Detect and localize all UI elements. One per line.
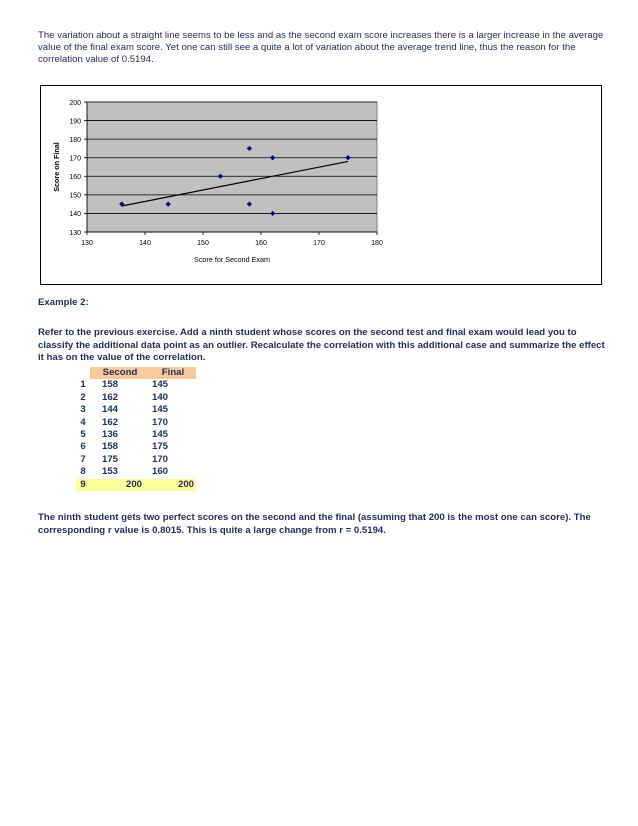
- cell-second: 162: [102, 416, 119, 428]
- example-heading: Example 2:: [38, 297, 89, 308]
- cell-second: 158: [102, 379, 119, 391]
- y-tick-label: 130: [69, 229, 81, 237]
- table-row: [76, 429, 196, 441]
- row-index: 3: [80, 404, 86, 416]
- x-tick-label: 160: [255, 240, 267, 247]
- y-tick-label: 160: [69, 174, 81, 182]
- y-tick-label: 190: [69, 118, 81, 126]
- question-paragraph: Refer to the previous exercise. Add a ninth student whose scores on the second test and final exam would lead you to classify the additional data point as an outlier. Recalculate the correlation with this additional case and summarize the effect it has on the value of the correlation.: [38, 327, 605, 364]
- scores-table: [76, 367, 196, 491]
- table-row: [76, 417, 196, 429]
- cell-second: 162: [102, 391, 119, 403]
- cell-second: 200: [90, 479, 150, 491]
- y-tick-label: 140: [69, 211, 81, 219]
- row-index: 6: [80, 441, 86, 453]
- cell-final: 145: [152, 379, 169, 391]
- row-index: 8: [80, 466, 86, 478]
- y-tick-label: 150: [69, 192, 81, 200]
- table-row: [76, 466, 196, 478]
- scatter-chart: [40, 85, 602, 285]
- cell-final: 175: [152, 441, 169, 453]
- y-tick-label: 170: [69, 155, 81, 163]
- scatter-chart-svg: [41, 86, 601, 284]
- table-row: [76, 441, 196, 453]
- row-index: 9: [76, 479, 90, 491]
- conclusion-paragraph: The ninth student gets two perfect scores on the second and the final (assuming that 200 is the most one can score). The corresponding r value is 0.8015. This is quite a large change from r = 0.5194.: [38, 512, 591, 536]
- table-row: [76, 454, 196, 466]
- cell-final: 160: [152, 466, 169, 478]
- cell-second: 175: [102, 453, 119, 465]
- row-index: 4: [80, 416, 86, 428]
- table-row: [76, 379, 196, 391]
- x-axis-title: Score for Second Exam: [194, 255, 270, 264]
- y-axis-title: Score on Final: [52, 142, 61, 192]
- cell-final: 145: [152, 404, 169, 416]
- row-index: 2: [80, 391, 86, 403]
- cell-second: 158: [102, 441, 119, 453]
- table-header-blank: [76, 367, 90, 379]
- intro-paragraph: The variation about a straight line seems to be less and as the second exam score increases there is a larger increase in the average value of the final exam score. Yet one can still see a quite a lot of variation about the average trend line, thus the reason for the correlation value of 0.5194.: [38, 30, 604, 66]
- row-index: 5: [80, 429, 86, 441]
- table-row: [76, 392, 196, 404]
- cell-second: 136: [102, 429, 119, 441]
- table-row: [76, 479, 196, 491]
- x-tick-label: 180: [371, 240, 383, 247]
- table-body: [76, 379, 196, 491]
- table-header-row: [76, 367, 196, 379]
- cell-final: 200: [150, 479, 196, 491]
- x-tick-label: 140: [139, 240, 151, 247]
- cell-final: 140: [152, 391, 169, 403]
- row-index: 1: [80, 379, 86, 391]
- y-tick-label: 180: [69, 136, 81, 144]
- cell-final: 145: [152, 429, 169, 441]
- plot-area: [87, 102, 377, 232]
- cell-second: 144: [102, 404, 119, 416]
- cell-second: 153: [102, 466, 119, 478]
- x-tick-label: 130: [81, 240, 93, 247]
- x-tick-label: 170: [313, 240, 325, 247]
- header-final: Final: [150, 367, 196, 379]
- table-row: [76, 404, 196, 416]
- cell-final: 170: [152, 453, 169, 465]
- x-tick-label: 150: [197, 240, 209, 247]
- header-second: Second: [90, 367, 150, 379]
- row-index: 7: [80, 453, 86, 465]
- y-tick-label: 200: [69, 99, 81, 107]
- cell-final: 170: [152, 416, 169, 428]
